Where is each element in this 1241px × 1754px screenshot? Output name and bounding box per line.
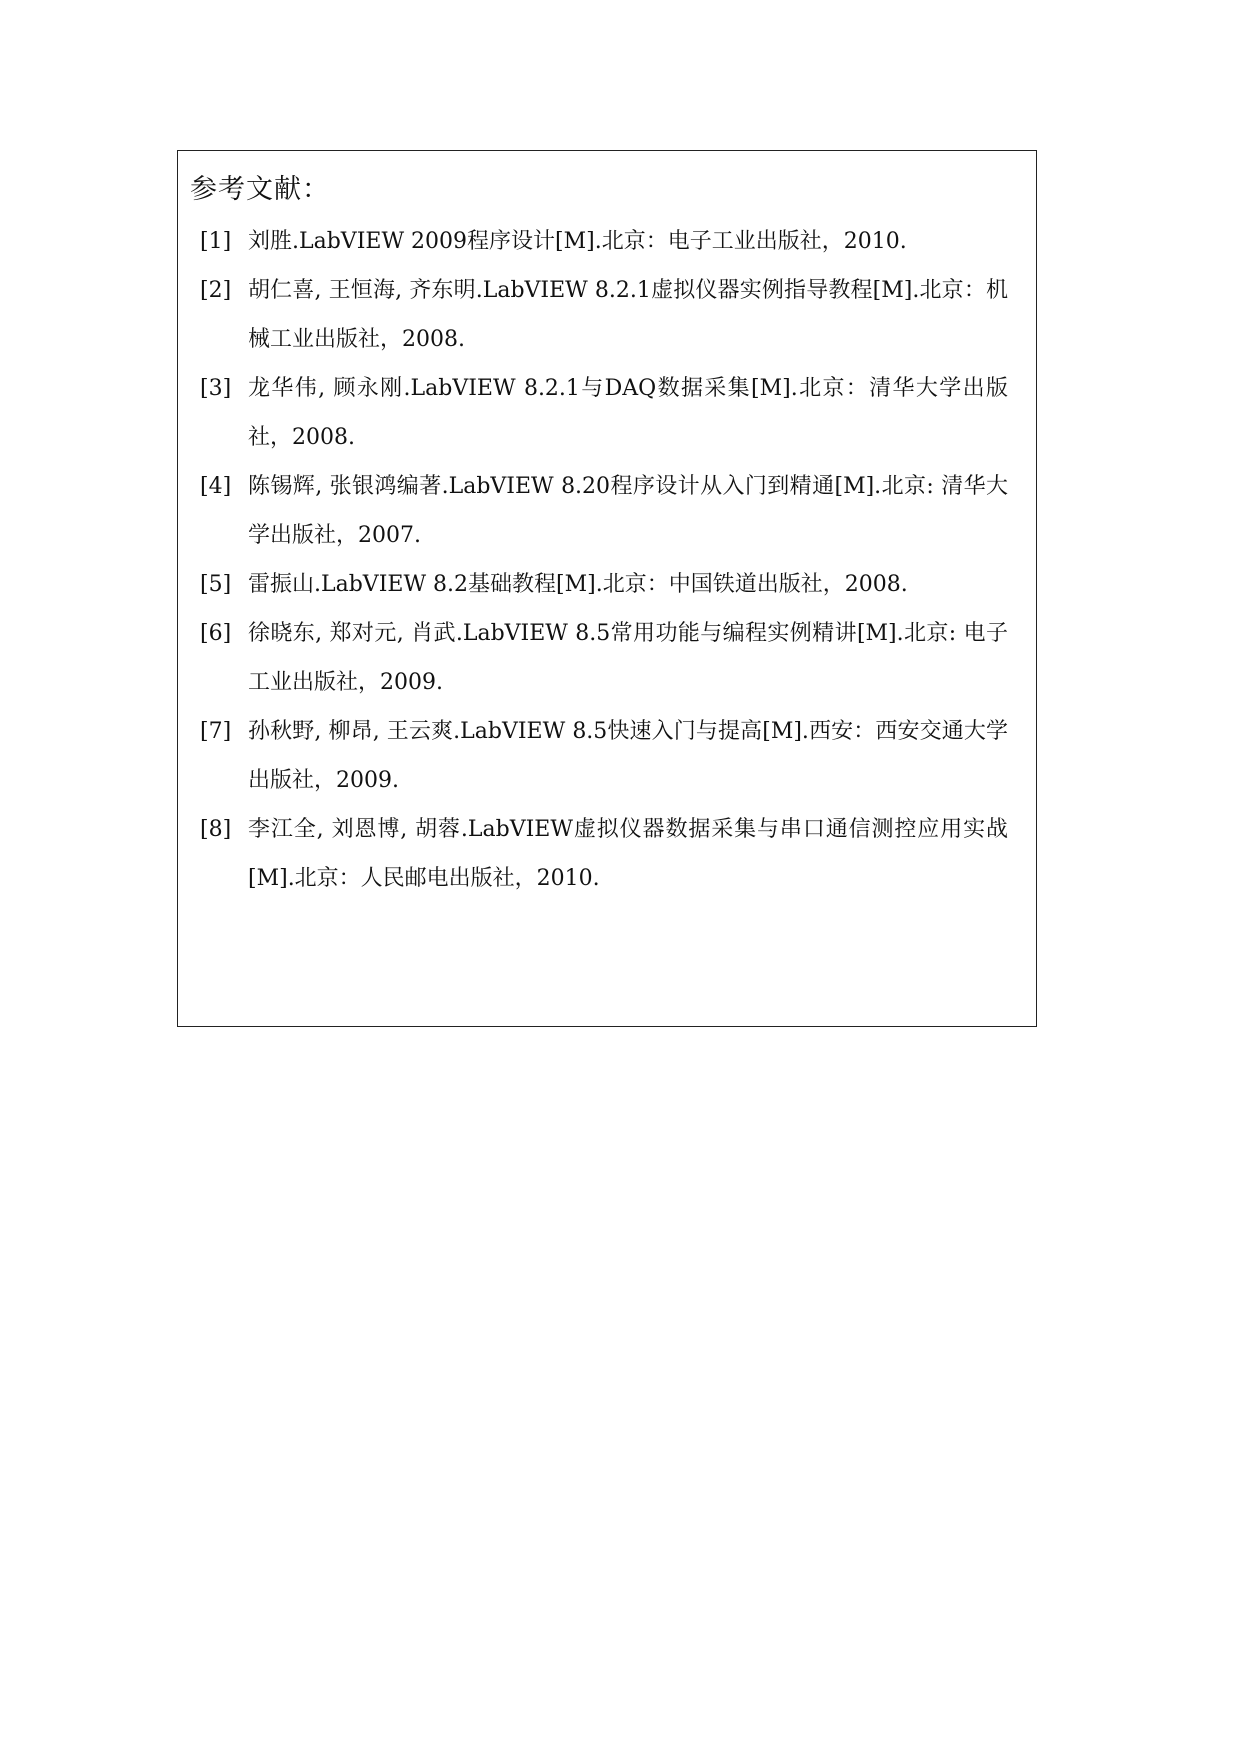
reference-text: 徐晓东, 郑对元, 肖武.LabVIEW 8.5常用功能与编程实例精讲[M].北京: 电子工业出版社，2009. bbox=[248, 621, 1008, 695]
reference-list bbox=[200, 217, 1008, 903]
reference-text: 刘胜.LabVIEW 2009程序设计[M].北京：电子工业出版社，2010. bbox=[248, 229, 907, 254]
reference-number: [4] bbox=[200, 474, 232, 499]
reference-text: 胡仁喜, 王恒海, 齐东明.LabVIEW 8.2.1虚拟仪器实例指导教程[M].北京：机械工业出版社，2008. bbox=[248, 278, 1008, 352]
references-box bbox=[177, 150, 1037, 1027]
reference-number: [1] bbox=[200, 229, 232, 254]
reference-text: 李江全, 刘恩博, 胡蓉.LabVIEW虚拟仪器数据采集与串口通信测控应用实战[M].北京：人民邮电出版社，2010. bbox=[248, 817, 1008, 891]
reference-text: 雷振山.LabVIEW 8.2基础教程[M].北京：中国铁道出版社，2008. bbox=[248, 572, 908, 597]
reference-item-4 bbox=[200, 462, 1008, 560]
reference-item-2 bbox=[200, 266, 1008, 364]
reference-text: 陈锡辉, 张银鸿编著.LabVIEW 8.20程序设计从入门到精通[M].北京: 清华大学出版社，2007. bbox=[248, 474, 1008, 548]
reference-item-3 bbox=[200, 364, 1008, 462]
reference-number: [5] bbox=[200, 572, 232, 597]
reference-item-7 bbox=[200, 707, 1008, 805]
reference-text: 龙华伟, 顾永刚.LabVIEW 8.2.1与DAQ数据采集[M].北京：清华大学出版社，2008. bbox=[248, 376, 1008, 450]
reference-item-5 bbox=[200, 560, 1008, 609]
references-heading: 参考文献： bbox=[190, 174, 330, 205]
reference-item-1 bbox=[200, 217, 1008, 266]
reference-number: [2] bbox=[200, 278, 232, 303]
reference-number: [8] bbox=[200, 817, 232, 842]
reference-number: [3] bbox=[200, 376, 232, 401]
reference-item-8 bbox=[200, 805, 1008, 903]
reference-number: [6] bbox=[200, 621, 232, 646]
reference-item-6 bbox=[200, 609, 1008, 707]
reference-number: [7] bbox=[200, 719, 232, 744]
reference-text: 孙秋野, 柳昂, 王云爽.LabVIEW 8.5快速入门与提高[M].西安：西安交通大学出版社，2009. bbox=[248, 719, 1008, 793]
